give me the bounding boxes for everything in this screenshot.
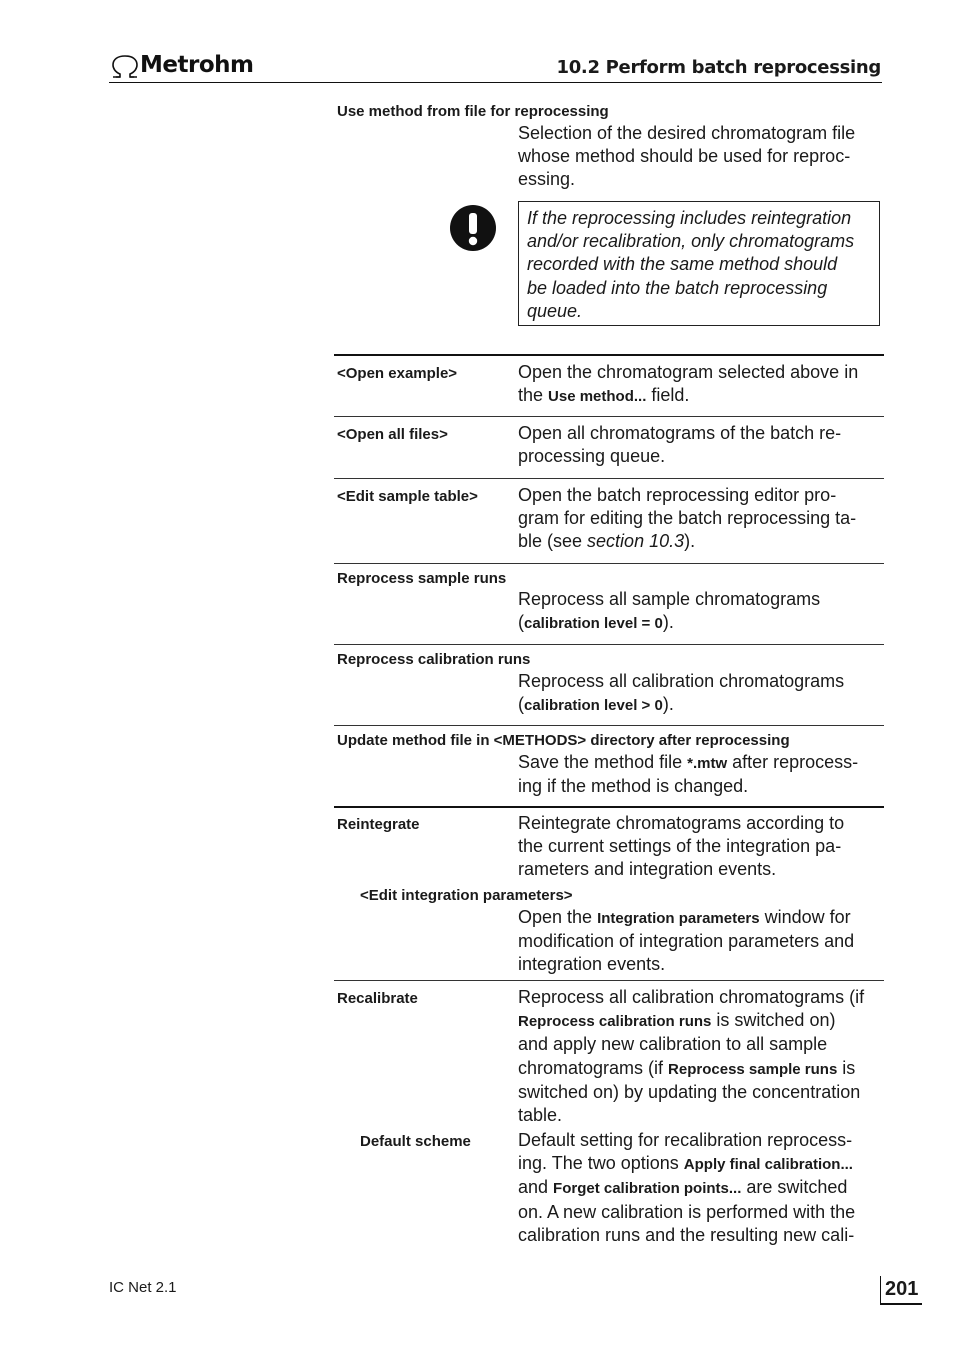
desc-line: Open all chromatograms of the batch re- — [518, 423, 842, 443]
product-name: IC Net 2.1 — [109, 1279, 177, 1296]
brand-name: Metrohm — [140, 52, 254, 78]
divider — [334, 563, 884, 564]
desc-line: Reprocess all calibration chromatograms — [518, 671, 845, 691]
ui-term: Reprocess calibration runs — [518, 1013, 712, 1031]
desc-line: the current settings of the integration pa- — [518, 836, 842, 857]
desc-line: Save the method file *.mtw after reprocess- — [518, 752, 859, 772]
ui-term: *.mtw — [687, 755, 728, 772]
open-all-files-label: <Open all files> — [337, 426, 448, 443]
ui-term: Apply final calibration... — [683, 1156, 853, 1174]
note-line: queue. — [527, 300, 583, 321]
desc-line: whose method should be used for reproc- — [518, 146, 851, 167]
desc-line: Selection of the desired chromatogram file — [518, 123, 856, 143]
desc-line: essing. — [518, 169, 576, 190]
update-method-description — [518, 751, 880, 798]
warning-note — [518, 201, 880, 326]
section-reference: section 10.3 — [587, 531, 685, 552]
reintegrate-label: Reintegrate — [337, 816, 420, 833]
note-line: be loaded into the batch reprocessing — [527, 277, 828, 298]
divider — [334, 980, 884, 981]
default-scheme-description — [518, 1129, 880, 1247]
desc-line: Reintegrate chromatograms according to — [518, 813, 845, 833]
desc-line: the Use method... field. — [518, 385, 690, 406]
desc-line: rameters and integration events. — [518, 859, 777, 880]
ui-term: Use method... — [548, 388, 647, 406]
use-method-label: Use method from file for reprocessing — [337, 103, 609, 120]
recalibrate-description — [518, 986, 880, 1127]
edit-integration-parameters-description — [518, 906, 880, 977]
ui-term: Integration parameters — [597, 910, 760, 927]
omega-icon — [110, 54, 140, 80]
default-scheme-label: Default scheme — [360, 1133, 471, 1150]
ui-term: calibration level = 0 — [524, 615, 663, 633]
note-line: If the reprocessing includes reintegration — [527, 208, 852, 228]
metrohm-logo — [110, 52, 254, 82]
reprocess-calibration-runs-description — [518, 670, 880, 717]
desc-line: chromatograms (if Reprocess sample runs is — [518, 1057, 856, 1078]
divider — [334, 478, 884, 479]
desc-line: Default setting for recalibration reprocess- — [518, 1130, 853, 1150]
exclamation-icon — [449, 204, 497, 252]
desc-line: modification of integration parameters and — [518, 931, 855, 952]
reprocess-calibration-runs-label: Reprocess calibration runs — [337, 651, 531, 668]
desc-line: (calibration level > 0). — [518, 694, 674, 715]
reintegrate-description — [518, 812, 880, 882]
desc-line: gram for editing the batch reprocessing ta- — [518, 508, 857, 529]
desc-line: integration events. — [518, 954, 666, 975]
desc-line: Open the chromatogram selected above in — [518, 362, 859, 382]
open-example-description — [518, 361, 880, 408]
desc-line: Reprocess calibration runs is switched on) — [518, 1010, 836, 1031]
desc-line: Open the Integration parameters window for — [518, 907, 851, 927]
desc-line: on. A new calibration is performed with the — [518, 1201, 856, 1222]
note-line: recorded with the same method should — [527, 254, 838, 275]
desc-line: switched on) by updating the concentration — [518, 1081, 861, 1102]
ui-term: Reprocess sample runs — [668, 1060, 838, 1078]
divider — [334, 354, 884, 356]
divider — [334, 806, 884, 808]
open-example-label: <Open example> — [337, 365, 458, 382]
open-all-files-description — [518, 422, 880, 468]
desc-line: Reprocess all sample chromatograms — [518, 589, 821, 609]
edit-integration-parameters-label: <Edit integration parameters> — [360, 887, 573, 904]
desc-line: (calibration level = 0). — [518, 612, 674, 633]
divider — [334, 416, 884, 417]
desc-line: ing if the method is changed. — [518, 776, 749, 797]
reprocess-sample-runs-description — [518, 588, 880, 635]
reprocess-sample-runs-label: Reprocess sample runs — [337, 570, 507, 587]
header-divider — [109, 82, 882, 83]
desc-line: ing. The two options Apply final calibration... — [518, 1153, 853, 1174]
edit-sample-table-label: <Edit sample table> — [337, 488, 478, 505]
note-line: and/or recalibration, only chromatograms — [527, 231, 855, 252]
edit-sample-table-description — [518, 484, 880, 554]
divider — [334, 725, 884, 726]
section-title: 10.2 Perform batch reprocessing — [556, 57, 881, 78]
desc-line: processing queue. — [518, 446, 666, 467]
desc-line: calibration runs and the resulting new cali- — [518, 1224, 855, 1245]
desc-line: and Forget calibration points... are switched — [518, 1177, 848, 1198]
ui-term: Forget calibration points... — [553, 1180, 742, 1198]
desc-line: and apply new calibration to all sample — [518, 1034, 828, 1055]
desc-line: Reprocess all calibration chromatograms (if — [518, 987, 865, 1007]
use-method-description — [518, 122, 880, 192]
page-number: 201 — [880, 1276, 922, 1305]
recalibrate-label: Recalibrate — [337, 990, 418, 1007]
desc-line: table. — [518, 1105, 563, 1126]
desc-line: Open the batch reprocessing editor pro- — [518, 485, 837, 505]
ui-term: calibration level > 0 — [524, 697, 663, 715]
desc-line: ble (see section 10.3). — [518, 531, 696, 552]
update-method-label: Update method file in <METHODS> directory after reprocessing — [337, 732, 790, 749]
divider — [334, 644, 884, 645]
